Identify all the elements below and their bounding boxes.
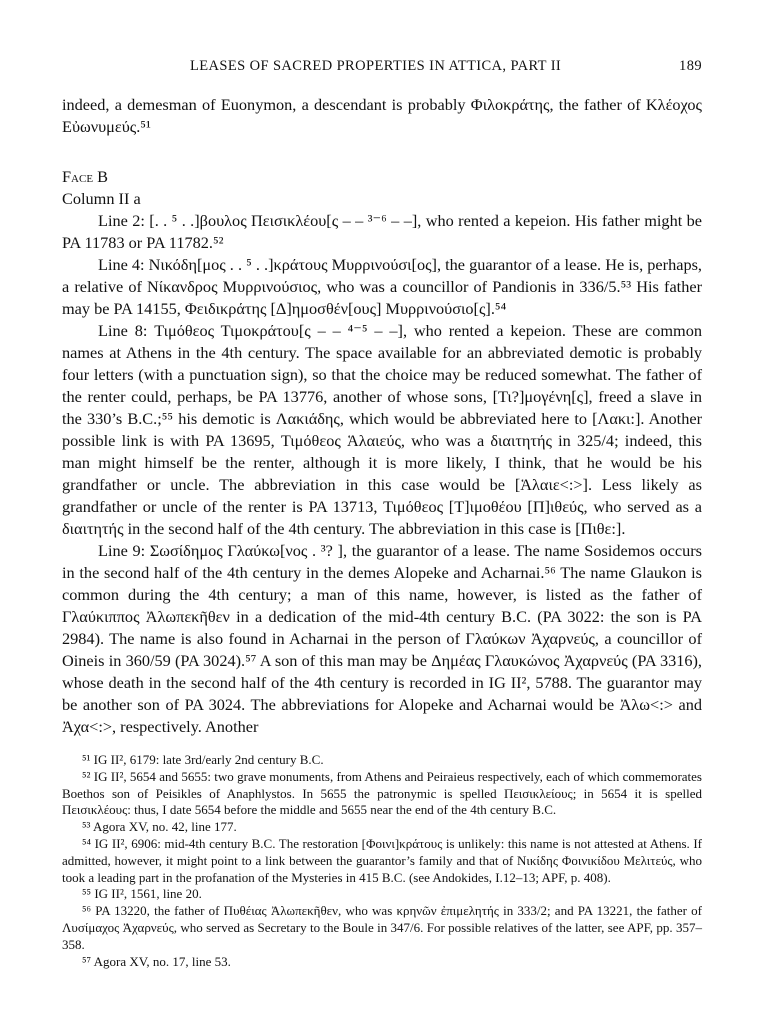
- page: [62, 58, 702, 970]
- paragraph-line-4: Line 4: Νικόδη[μος . . ⁵ . .]κράτους Μυρρινούσι[ος], the guarantor of a lease. He is, perhaps, a relative of Νίκανδρος Μυρρινούσιος, who was a councillor of Pandionis in 336/5.⁵³ His father may be PA 14155, Φειδικράτης [Δ]ημοσθέν[ους] Μυρρινούσιο[ς].⁵⁴: [62, 255, 702, 318]
- footnote-54: ⁵⁴ IG II², 6906: mid-4th century B.C. The restoration [Φοινι]κράτους is unlikely: this name is not attested at Athens. If admitted, however, it might point to a link between the guarantor’s family and that of Νικίδης Φοινικίδου Μελιτεύς, who took a leading part in the profanation of the Mysteries in 415 B.C. (see Andokides, I.12–13; APF, p. 408).: [62, 835, 702, 885]
- paragraph-line-2: Line 2: [. . ⁵ . .]βουλος Πεισικλέου[ς – – ³⁻⁶ – –], who rented a kepeion. His father might be PA 11783 or PA 11782.⁵²: [62, 211, 702, 252]
- page-number: 189: [679, 58, 702, 74]
- paragraph-line-8: Line 8: Τιμόθεος Τιμοκράτου[ς – – ⁴⁻⁵ – –], who rented a kepeion. These are common names at Athens in the 4th century. The space available for an abbreviated demotic is probably four letters (with a punctuation sign), so that the choice may be reduced somewhat. The father of the renter could, perhaps, be PA 13776, another of whose sons, [Τι?]μογένη[ς], freed a slave in the 330’s B.C.;⁵⁵ his demotic is Λακιάδης, which would be abbreviated here to [Λακι:]. Another possible link is with PA 13695, Τιμόθεος Ἁλαιεύς, who was a διαιτητής in 325/4; indeed, this man might himself be the renter, although it is more likely, I think, that he would be his grandfather or uncle. The abbreviation in this case would be [Ἁλαιε<:>]. Less likely as grandfather or uncle of the renter is PA 13713, Τιμόθεος [Τ]ιμοθέου [Π]ιθεύς, who served as a διαιτητής in the second half of the 4th century. The abbreviation in this case is [Πιθε:].: [62, 321, 702, 538]
- footnote-56: ⁵⁶ PA 13220, the father of Πυθέιας Ἀλωπεκῆθεν, who was κρηνῶν ἐπιμελητής in 333/2; and PA 13221, the father of Λυσίμαχος Ἀχαρνεύς, who served as Secretary to the Boule in 347/6. For possible relatives of the latter, see APF, pp. 357–358.: [62, 903, 702, 952]
- section-heading: [62, 166, 702, 210]
- face-heading: Face B: [62, 167, 108, 186]
- footnote-52: ⁵² IG II², 5654 and 5655: two grave monuments, from Athens and Peiraieus respectively, each of which commemorates Boethos son of Peisikles of Anaphlystos. In 5655 the patronymic is spelled Πεισικλείους; in 5654 it is spelled Πεισικλέους: thus, I date 5654 before the middle and 5655 near the end of the 4th century B.C.: [62, 768, 702, 818]
- column-heading: Column II a: [62, 189, 141, 208]
- footnote-57: ⁵⁷ Agora XV, no. 17, line 53.: [82, 953, 231, 969]
- running-header: [62, 58, 702, 84]
- footnote-53: ⁵³ Agora XV, no. 42, line 177.: [82, 819, 237, 835]
- footnote-55: ⁵⁵ IG II², 1561, line 20.: [82, 886, 202, 902]
- footnotes: [62, 752, 702, 970]
- running-title: LEASES OF SACRED PROPERTIES IN ATTICA, PART II: [190, 58, 562, 74]
- footnote-51: ⁵¹ IG II², 6179: late 3rd/early 2nd century B.C.: [82, 752, 324, 767]
- intro-paragraph: indeed, a demesman of Euonymon, a descendant is probably Φιλοκράτης, the father of Κλέοχος Εὐωνυμεύς.⁵¹: [62, 95, 702, 136]
- paragraph-line-9: Line 9: Σωσίδημος Γλαύκω[νος . ³? ], the guarantor of a lease. The name Sosidemos occurs in the second half of the 4th century in the demes Alopeke and Acharnai.⁵⁶ The name Glaukon is common during the 4th century; a man of this name, however, is listed as the father of Γλαύκιππος Ἀλωπεκῆθεν in a dedication of the mid-4th century B.C. (PA 3022: the son is PA 2984). The name is also found in Acharnai in the person of Γλαύκων Ἀχαρνεύς, a councillor of Oineis in 360/59 (PA 3024).⁵⁷ A son of this man may be Δημέας Γλαυκώνος Ἀχαρνεύς (PA 3316), whose death in the second half of the 4th century is recorded in IG II², 5788. The guarantor may be another son of PA 3024. The abbreviations for Alopeke and Acharnai would be Ἀλω<:> and Ἀχα<:>, respectively. Another: [62, 541, 702, 736]
